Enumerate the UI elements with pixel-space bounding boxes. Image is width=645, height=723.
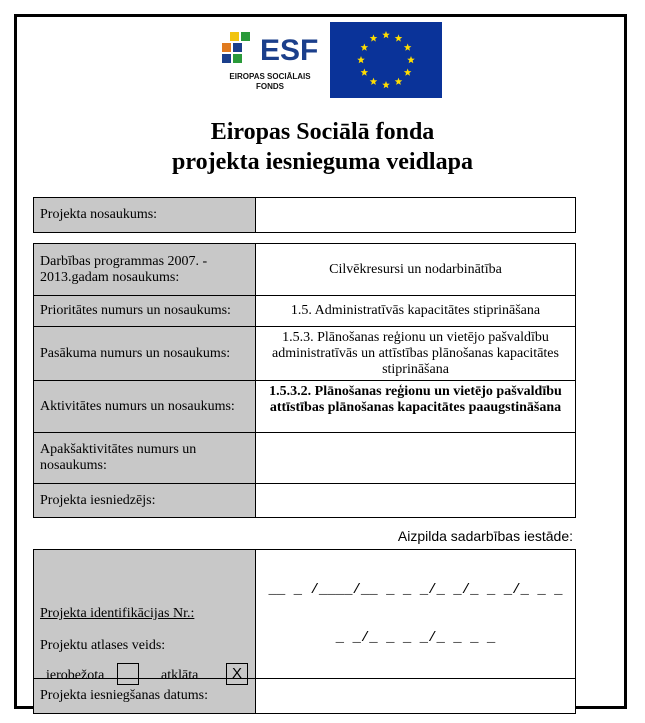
program-label: Darbības programmas 2007. - 2013.gadam nosaukums:	[34, 244, 256, 296]
esf-mark-icon	[220, 30, 258, 68]
eu-star-icon	[370, 78, 378, 85]
project-id-field[interactable]	[256, 550, 576, 679]
priority-label: Prioritātes numurs un nosaukums:	[34, 296, 256, 327]
eu-flag	[330, 22, 442, 98]
esf-subtitle-line1: EIROPAS SOCIĀLAIS	[229, 72, 311, 81]
table-row	[34, 327, 576, 381]
eu-star-icon	[407, 56, 415, 63]
eu-star-icon	[357, 56, 365, 63]
table-row	[34, 433, 576, 484]
eu-star-icon	[382, 31, 390, 38]
selection-type-label: Projektu atlases veids:	[40, 638, 166, 653]
eu-star-icon	[395, 34, 403, 41]
project-id-pattern-line2: _ _/_ _ _ _/_ _ _ _	[335, 630, 496, 646]
eu-star-icon	[370, 34, 378, 41]
esf-logo	[220, 30, 320, 96]
project-id-pattern-line1: __ _ /____/__ _ _ _/_ _/_ _ _/_ _ _	[268, 582, 563, 598]
eu-stars-icon	[330, 22, 442, 98]
eu-star-icon	[382, 81, 390, 88]
program-value: Cilvēkresursi un nodarbinātība	[256, 244, 576, 296]
program-info-table	[33, 243, 576, 518]
identification-table	[33, 549, 576, 714]
table-row	[34, 381, 576, 433]
esf-logo-text: ESF	[260, 34, 319, 67]
project-name-table	[33, 197, 576, 233]
project-name-field[interactable]	[256, 198, 576, 233]
option-restricted-label: ierobežota	[46, 668, 105, 683]
eu-star-icon	[361, 69, 369, 76]
activity-value: 1.5.3.2. Plānošanas reģionu un vietējo pašvaldību attīstības plānošanas kapacitātes paaugstināšana	[256, 381, 576, 433]
cooperation-note: Aizpilda sadarbības iestāde:	[397, 528, 573, 544]
project-name-label: Projekta nosaukums:	[34, 198, 256, 233]
activity-label: Aktivitātes numurs un nosaukums:	[34, 381, 256, 433]
option-open-label: atklāta	[161, 668, 199, 683]
submission-date-label: Projekta iesniegšanas datums:	[34, 679, 256, 714]
priority-value: 1.5. Administratīvās kapacitātes stiprināšana	[256, 296, 576, 327]
subactivity-label: Apakšaktivitātes numurs un nosaukums:	[34, 433, 256, 484]
submission-date-field[interactable]	[256, 679, 576, 714]
eu-star-icon	[395, 78, 403, 85]
eu-star-icon	[404, 69, 412, 76]
eu-star-icon	[361, 44, 369, 51]
table-row	[34, 244, 576, 296]
measure-value: 1.5.3. Plānošanas reģionu un vietējo pašvaldību administratīvās un attīstības plānošanas kapacitātes stiprināšana	[256, 327, 576, 381]
eu-star-icon	[404, 44, 412, 51]
table-row	[34, 296, 576, 327]
esf-subtitle-line2: FONDS	[256, 82, 284, 91]
option-open-checkbox[interactable]: X	[226, 663, 248, 685]
esf-logo-subtitle	[220, 72, 320, 92]
page-title-line1: Eiropas Sociālā fonda	[210, 119, 435, 145]
page-title-line2: projekta iesnieguma veidlapa	[172, 149, 473, 175]
subactivity-field[interactable]	[256, 433, 576, 484]
table-row	[34, 550, 576, 679]
logo-area	[220, 22, 444, 98]
applicant-label: Projekta iesniedzējs:	[34, 484, 256, 518]
option-restricted-checkbox[interactable]	[117, 663, 139, 685]
table-row	[34, 484, 576, 518]
table-row	[34, 679, 576, 714]
project-id-label: Projekta identifikācijas Nr.:	[34, 550, 256, 679]
measure-label: Pasākuma numurs un nosaukums:	[34, 327, 256, 381]
applicant-field[interactable]	[256, 484, 576, 518]
